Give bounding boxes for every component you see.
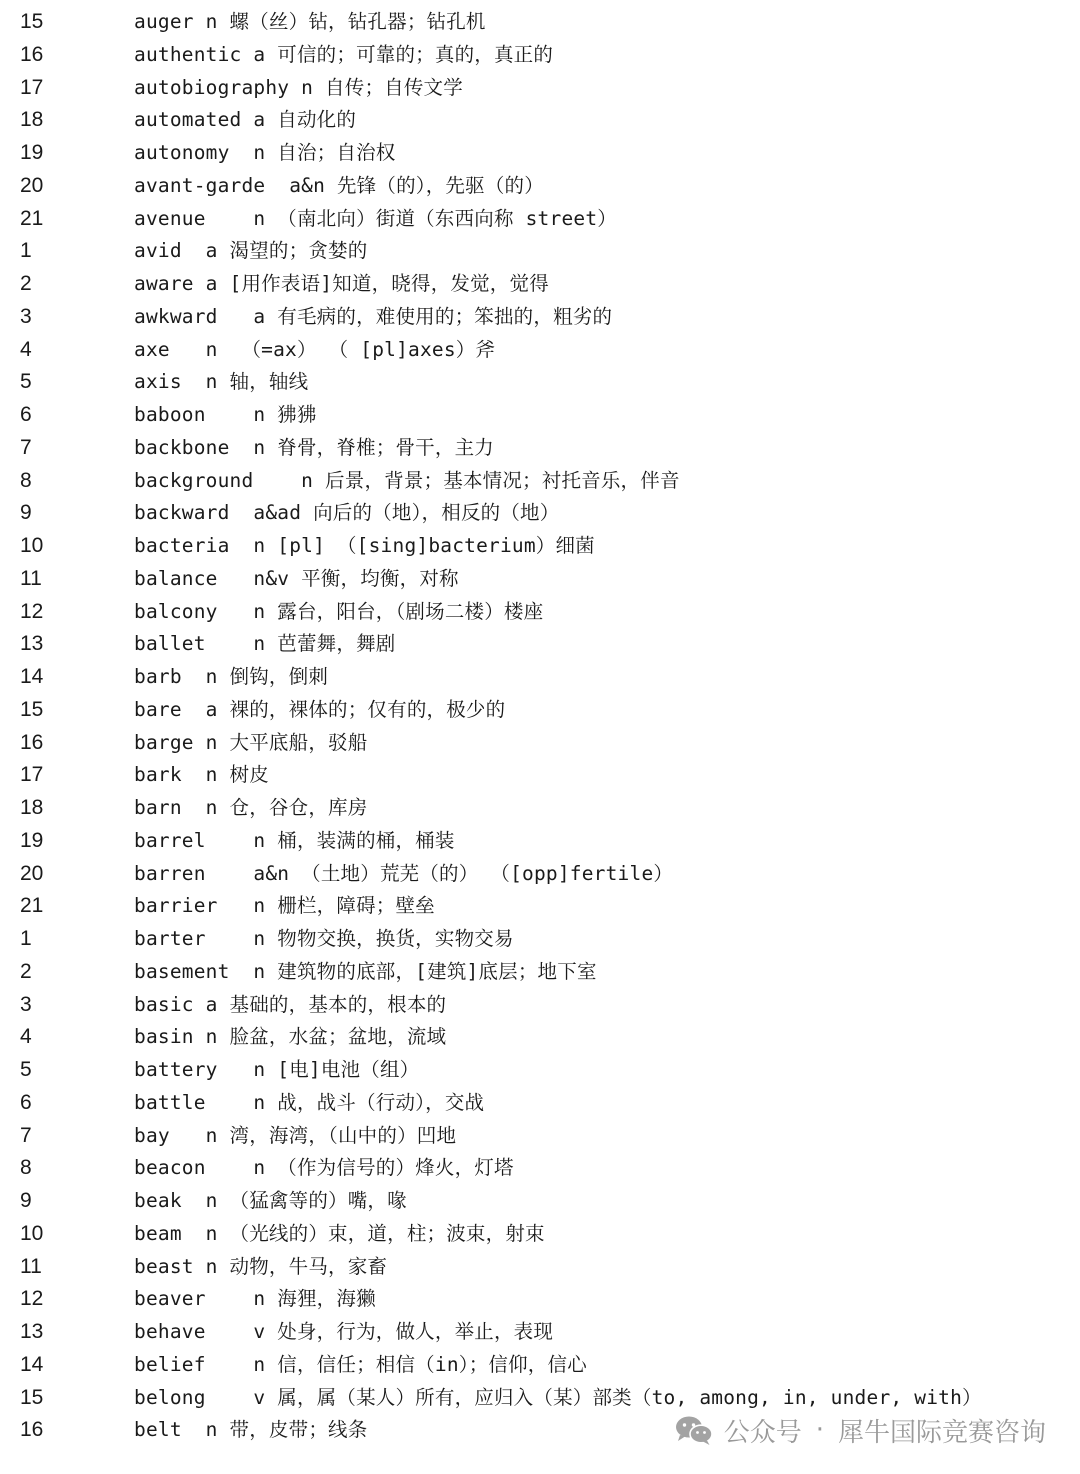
vocab-row xyxy=(0,1054,1080,1087)
row-number: 14 xyxy=(20,665,44,688)
vocab-entry: background n 后景，背景；基本情况；衬托音乐，伴音 xyxy=(134,468,680,492)
vocab-row xyxy=(0,497,1080,530)
vocab-row xyxy=(0,792,1080,825)
vocab-row xyxy=(0,890,1080,923)
vocab-entry: avant-garde a&n 先锋（的），先驱（的） xyxy=(134,173,544,197)
vocab-entry: barge n 大平底船，驳船 xyxy=(134,730,368,754)
vocab-entry: bare a 裸的，裸体的；仅有的，极少的 xyxy=(134,697,506,721)
vocab-entry: basin n 脸盆，水盆；盆地，流域 xyxy=(134,1025,447,1049)
vocab-entry: ballet n 芭蕾舞，舞剧 xyxy=(134,632,396,656)
vocab-row xyxy=(0,1251,1080,1284)
vocab-row xyxy=(0,661,1080,694)
row-number: 21 xyxy=(20,206,44,230)
vocab-row xyxy=(0,727,1080,760)
vocab-entry: beam n （光线的）束，道，柱；波束，射束 xyxy=(134,1221,545,1245)
vocab-row xyxy=(0,1283,1080,1316)
vocab-entry: barrier n 栅栏，障碍；壁垒 xyxy=(134,894,435,918)
row-number: 19 xyxy=(20,141,44,164)
vocab-row xyxy=(0,465,1080,498)
row-number: 16 xyxy=(20,730,44,754)
vocab-entry: beast n 动物，牛马，家畜 xyxy=(134,1254,388,1278)
row-number: 3 xyxy=(20,992,32,1016)
vocab-entry: avid a 渴望的；贪婪的 xyxy=(134,239,368,263)
vocab-row xyxy=(0,399,1080,432)
row-number: 9 xyxy=(20,1189,32,1212)
vocab-entry: battle n 战，战斗（行动），交战 xyxy=(134,1090,485,1114)
vocab-entry: beacon n （作为信号的）烽火，灯塔 xyxy=(134,1156,514,1180)
vocab-entry: basement n 建筑物的底部，[建筑]底层；地下室 xyxy=(134,959,597,983)
row-number: 16 xyxy=(20,42,44,66)
vocab-row xyxy=(0,628,1080,661)
row-number: 18 xyxy=(20,108,44,132)
vocab-row xyxy=(0,104,1080,137)
row-number: 14 xyxy=(20,1352,44,1376)
row-number: 3 xyxy=(20,304,32,328)
vocab-row xyxy=(0,1087,1080,1120)
vocab-entry: balance n&v 平衡，均衡，对称 xyxy=(134,566,459,590)
vocab-row xyxy=(0,1316,1080,1349)
vocab-row xyxy=(0,596,1080,629)
vocab-entry: belong v 属，属（某人）所有，应归入（某）部类（to, among, in, under, with） xyxy=(134,1385,982,1409)
vocab-entry: backbone n 脊骨，脊椎；骨干，主力 xyxy=(134,435,494,459)
row-number: 16 xyxy=(20,1418,44,1442)
vocab-row xyxy=(0,235,1080,268)
vocab-row xyxy=(0,759,1080,792)
watermark xyxy=(674,1410,1046,1450)
vocab-row xyxy=(0,694,1080,727)
vocab-entry: auger n 螺（丝）钻，钻孔器；钻孔机 xyxy=(134,10,486,33)
vocab-row xyxy=(0,989,1080,1022)
row-number: 8 xyxy=(20,1156,32,1180)
vocab-entry: automated a 自动化的 xyxy=(134,108,357,132)
row-number: 6 xyxy=(20,403,32,426)
row-number: 21 xyxy=(20,894,44,918)
vocab-row xyxy=(0,39,1080,72)
vocab-entry: bay n 湾，海湾，（山中的）凹地 xyxy=(134,1123,457,1147)
row-number: 9 xyxy=(20,501,32,525)
row-number: 17 xyxy=(20,763,44,787)
row-number: 8 xyxy=(20,468,32,492)
row-number: 2 xyxy=(20,272,32,295)
row-number: 17 xyxy=(20,75,44,99)
vocab-entry: balcony n 露台，阳台，（剧场二楼）楼座 xyxy=(134,599,544,623)
vocab-entry: barn n 仓，谷仓，库房 xyxy=(134,796,368,819)
vocab-row xyxy=(0,923,1080,956)
row-number: 20 xyxy=(20,861,44,885)
vocab-entry: battery n [电]电池（组） xyxy=(134,1058,420,1081)
watermark-separator: · xyxy=(815,1415,824,1445)
vocab-entry: aware a [用作表语]知道，晓得，发觉，觉得 xyxy=(134,272,549,295)
vocab-row xyxy=(0,137,1080,170)
wechat-icon xyxy=(674,1414,714,1446)
watermark-brand: 犀牛国际竞赛咨询 xyxy=(837,1417,1046,1448)
row-number: 10 xyxy=(20,1221,44,1245)
row-number: 12 xyxy=(20,1287,44,1311)
row-number: 4 xyxy=(20,1025,32,1049)
row-number: 7 xyxy=(20,1123,32,1147)
vocab-entry: authentic a 可信的；可靠的；真的，真正的 xyxy=(134,42,554,66)
vocab-entry: axe n （=ax） （ [pl]axes）斧 xyxy=(134,337,496,361)
vocab-entry: barren a&n （土地）荒芜（的） （[opp]fertile） xyxy=(134,861,674,885)
vocab-entry: baboon n 狒狒 xyxy=(134,403,317,426)
row-number: 10 xyxy=(20,534,44,557)
vocab-entry: beaver n 海狸，海獭 xyxy=(134,1287,376,1311)
vocab-row xyxy=(0,563,1080,596)
vocab-row xyxy=(0,1021,1080,1054)
vocab-entry: axis n 轴，轴线 xyxy=(134,370,309,394)
row-number: 4 xyxy=(20,337,32,361)
row-number: 5 xyxy=(20,1058,32,1081)
row-number: 20 xyxy=(20,173,44,197)
vocab-entry: belief n 信，信任；相信（in）；信仰，信心 xyxy=(134,1352,587,1376)
vocab-row xyxy=(0,301,1080,334)
row-number: 2 xyxy=(20,959,32,983)
vocab-entry: autonomy n 自治；自治权 xyxy=(134,141,396,164)
row-number: 1 xyxy=(20,239,32,263)
vocab-entry: behave v 处身，行为，做人，举止，表现 xyxy=(134,1320,554,1343)
vocab-entry: barrel n 桶，装满的桶，桶装 xyxy=(134,828,455,852)
vocab-row xyxy=(0,858,1080,891)
vocab-entry: backward a&ad 向后的（地），相反的（地） xyxy=(134,501,560,525)
vocab-entry: autobiography n 自传；自传文学 xyxy=(134,75,463,99)
vocab-row xyxy=(0,1349,1080,1382)
vocab-entry: bacteria n [pl] （[sing]bacterium）细菌 xyxy=(134,534,595,557)
vocab-row xyxy=(0,530,1080,563)
row-number: 11 xyxy=(20,566,42,590)
vocab-row xyxy=(0,268,1080,301)
row-number: 12 xyxy=(20,599,44,623)
vocab-row xyxy=(0,432,1080,465)
vocab-entry: awkward a 有毛病的，难使用的；笨拙的，粗劣的 xyxy=(134,304,613,328)
row-number: 15 xyxy=(20,10,44,33)
vocab-entry: barter n 物物交换，换货，实物交易 xyxy=(134,927,514,950)
vocab-row xyxy=(0,72,1080,105)
vocab-entry: bark n 树皮 xyxy=(134,763,269,787)
row-number: 15 xyxy=(20,697,44,721)
vocab-row xyxy=(0,1120,1080,1153)
vocab-row xyxy=(0,956,1080,989)
vocab-row xyxy=(0,825,1080,858)
row-number: 11 xyxy=(20,1254,42,1278)
vocab-entry: beak n （猛禽等的）嘴，喙 xyxy=(134,1189,407,1212)
row-number: 6 xyxy=(20,1090,32,1114)
watermark-label: 公众号 xyxy=(723,1417,802,1448)
vocab-entry: belt n 带，皮带；线条 xyxy=(134,1418,368,1442)
vocab-entry: basic a 基础的，基本的，根本的 xyxy=(134,992,447,1016)
row-number: 1 xyxy=(20,927,32,950)
vocab-row xyxy=(0,203,1080,236)
row-number: 15 xyxy=(20,1385,44,1409)
row-number: 5 xyxy=(20,370,32,394)
vocab-row xyxy=(0,366,1080,399)
vocab-row xyxy=(0,6,1080,39)
vocab-row xyxy=(0,170,1080,203)
row-number: 18 xyxy=(20,796,44,819)
row-number: 7 xyxy=(20,435,32,459)
row-number: 13 xyxy=(20,1320,44,1343)
row-number: 19 xyxy=(20,828,44,852)
vocab-row xyxy=(0,1185,1080,1218)
vocabulary-list xyxy=(0,6,1080,1447)
row-number: 13 xyxy=(20,632,44,656)
vocab-row xyxy=(0,1218,1080,1251)
vocab-row xyxy=(0,1152,1080,1185)
vocab-entry: barb n 倒钩，倒刺 xyxy=(134,665,329,688)
vocab-row xyxy=(0,334,1080,367)
vocab-entry: avenue n （南北向）街道（东西向称 street） xyxy=(134,206,617,230)
